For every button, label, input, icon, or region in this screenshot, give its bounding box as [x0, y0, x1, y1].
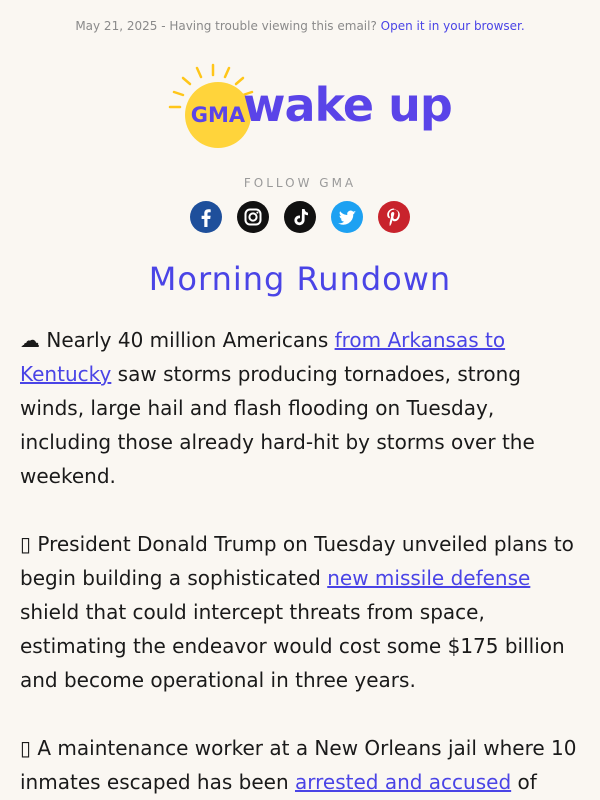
- twitter-icon[interactable]: [331, 201, 363, 233]
- news-item-storms: [0, 323, 600, 493]
- follow-label: FOLLOW GMA: [243, 176, 357, 190]
- tiktok-icon[interactable]: [284, 201, 316, 233]
- news-text: of: [511, 770, 537, 794]
- news-text: A maintenance worker at a New Orleans jail where 10 inmates escaped has been: [20, 736, 577, 794]
- news-item-jail-escape: [0, 731, 600, 799]
- news-item-missile-defense: [0, 527, 600, 697]
- missing-glyph-icon: ▯: [20, 532, 32, 556]
- news-text: saw storms producing tornadoes, strong winds, large hail and flash flooding on Tuesday, including those already hard-hit by storms over the weekend.: [20, 362, 535, 488]
- arkansas-kentucky-link[interactable]: from Arkansas to Kentucky: [20, 328, 506, 386]
- pinterest-icon[interactable]: [378, 201, 410, 233]
- news-text: President Donald Trump on Tuesday unveiled plans to begin building a sophisticated: [20, 532, 574, 590]
- gma-badge-text: GMA: [190, 103, 246, 127]
- arrested-accused-link[interactable]: arrested and accused: [294, 770, 512, 794]
- instagram-icon[interactable]: [237, 201, 269, 233]
- cloud-icon: ☁: [20, 328, 40, 352]
- preheader-text: May 21, 2025 - Having trouble viewing this email?: [75, 19, 377, 33]
- news-text: shield that could intercept threats from space, estimating the endeavor would cost some $175 billion and become operational in three years.: [20, 600, 565, 692]
- open-in-browser-link[interactable]: Open it in your browser.: [380, 19, 525, 33]
- social-links: [0, 201, 600, 237]
- news-text: Nearly 40 million Americans: [40, 328, 335, 352]
- logo-wordmark: wake up: [243, 78, 452, 132]
- gma-wake-up-logo[interactable]: [0, 61, 600, 159]
- missing-glyph-icon: ▯: [20, 736, 32, 760]
- facebook-icon[interactable]: [190, 201, 222, 233]
- preheader: [0, 0, 600, 41]
- missile-defense-link[interactable]: new missile defense: [327, 566, 531, 590]
- morning-rundown-heading: Morning Rundown: [148, 260, 452, 298]
